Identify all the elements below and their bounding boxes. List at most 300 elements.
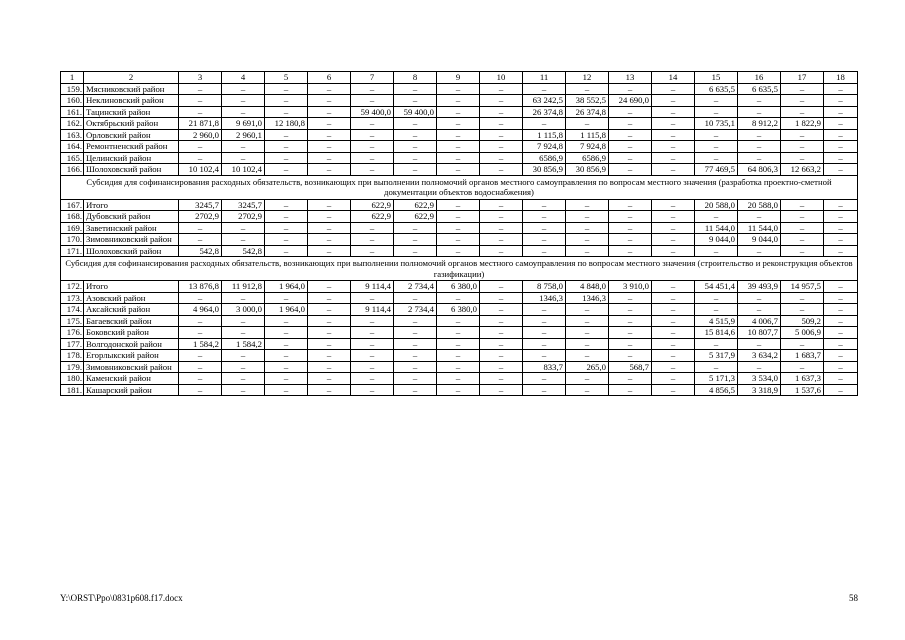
value-cell: – <box>609 315 652 327</box>
value-cell: 5 317,9 <box>695 350 738 362</box>
value-cell: 4 006,7 <box>738 315 781 327</box>
value-cell: 64 806,3 <box>738 164 781 176</box>
value-cell: – <box>609 141 652 153</box>
value-cell: – <box>480 373 523 385</box>
value-cell: – <box>523 83 566 95</box>
value-cell: – <box>695 361 738 373</box>
value-cell: – <box>781 199 824 211</box>
table-row <box>61 152 858 164</box>
value-cell: – <box>437 234 480 246</box>
value-cell: 4 515,9 <box>695 315 738 327</box>
value-cell: – <box>437 245 480 257</box>
value-cell: – <box>265 315 308 327</box>
value-cell: – <box>222 106 265 118</box>
value-cell: – <box>265 234 308 246</box>
district-name: Целинский район <box>84 152 179 164</box>
value-cell: – <box>523 327 566 339</box>
value-cell: – <box>523 315 566 327</box>
value-cell: 3 534,0 <box>738 373 781 385</box>
value-cell: 2702,9 <box>179 211 222 223</box>
value-cell: – <box>609 83 652 95</box>
value-cell: – <box>437 211 480 223</box>
column-number-header: 4 <box>222 72 265 84</box>
column-number-header: 12 <box>566 72 609 84</box>
value-cell: – <box>179 141 222 153</box>
value-cell: – <box>824 281 858 293</box>
district-name: Аксайский район <box>84 304 179 316</box>
district-name: Егорлыкский район <box>84 350 179 362</box>
value-cell: 13 876,8 <box>179 281 222 293</box>
value-cell: – <box>437 141 480 153</box>
row-number: 178. <box>61 350 84 362</box>
value-cell: 9 114,4 <box>351 281 394 293</box>
value-cell: – <box>351 129 394 141</box>
row-number: 177. <box>61 338 84 350</box>
value-cell: – <box>480 152 523 164</box>
value-cell: 1 115,8 <box>566 129 609 141</box>
value-cell: 10 807,7 <box>738 327 781 339</box>
value-cell: – <box>351 384 394 396</box>
value-cell: – <box>308 95 351 107</box>
value-cell: – <box>394 129 437 141</box>
column-number-header: 10 <box>480 72 523 84</box>
value-cell: – <box>480 350 523 362</box>
value-cell: 3 000,0 <box>222 304 265 316</box>
value-cell: – <box>824 327 858 339</box>
value-cell: 9 044,0 <box>738 234 781 246</box>
section-title: Субсидия для софинансирования расходных обязательств, возникающих при выполнении полномочий органов местного самоуправления по вопросам местного значения (строительство и реконструкция объектов газификации) <box>61 257 858 281</box>
value-cell: – <box>308 129 351 141</box>
value-cell: – <box>480 315 523 327</box>
value-cell: – <box>652 292 695 304</box>
value-cell: – <box>824 245 858 257</box>
value-cell: – <box>437 83 480 95</box>
value-cell: – <box>738 304 781 316</box>
value-cell: – <box>824 95 858 107</box>
row-number: 164. <box>61 141 84 153</box>
value-cell: 20 588,0 <box>695 199 738 211</box>
value-cell: – <box>351 83 394 95</box>
district-name: Багаевский район <box>84 315 179 327</box>
value-cell: – <box>480 281 523 293</box>
value-cell: – <box>351 327 394 339</box>
column-number-header: 18 <box>824 72 858 84</box>
value-cell: – <box>222 292 265 304</box>
value-cell: – <box>523 234 566 246</box>
value-cell: – <box>738 95 781 107</box>
value-cell: – <box>308 292 351 304</box>
value-cell: 1346,3 <box>523 292 566 304</box>
value-cell: – <box>781 83 824 95</box>
value-cell: – <box>566 222 609 234</box>
value-cell: – <box>222 384 265 396</box>
value-cell: 12 663,2 <box>781 164 824 176</box>
value-cell: – <box>480 361 523 373</box>
value-cell: 833,7 <box>523 361 566 373</box>
value-cell: 38 552,5 <box>566 95 609 107</box>
value-cell: – <box>824 384 858 396</box>
value-cell: – <box>351 152 394 164</box>
value-cell: – <box>695 106 738 118</box>
row-number: 171. <box>61 245 84 257</box>
value-cell: – <box>781 222 824 234</box>
value-cell: – <box>824 338 858 350</box>
table-row <box>61 281 858 293</box>
value-cell: – <box>652 304 695 316</box>
row-number: 167. <box>61 199 84 211</box>
table-row <box>61 304 858 316</box>
row-number: 173. <box>61 292 84 304</box>
row-number: 172. <box>61 281 84 293</box>
value-cell: – <box>652 338 695 350</box>
value-cell: – <box>308 106 351 118</box>
value-cell: – <box>308 141 351 153</box>
section-header-row <box>61 175 858 199</box>
value-cell: – <box>308 83 351 95</box>
value-cell: – <box>222 83 265 95</box>
value-cell: – <box>523 384 566 396</box>
value-cell: – <box>308 164 351 176</box>
table-row <box>61 315 858 327</box>
value-cell: 3245,7 <box>179 199 222 211</box>
value-cell: – <box>652 152 695 164</box>
value-cell: – <box>652 141 695 153</box>
value-cell: – <box>824 315 858 327</box>
value-cell: – <box>652 361 695 373</box>
value-cell: – <box>566 350 609 362</box>
value-cell: – <box>394 152 437 164</box>
value-cell: 12 180,8 <box>265 118 308 130</box>
value-cell: – <box>308 118 351 130</box>
row-number: 179. <box>61 361 84 373</box>
value-cell: – <box>480 164 523 176</box>
value-cell: – <box>781 152 824 164</box>
value-cell: – <box>265 245 308 257</box>
table-row <box>61 95 858 107</box>
value-cell: – <box>308 211 351 223</box>
value-cell: – <box>609 222 652 234</box>
district-name: Зимовниковский район <box>84 234 179 246</box>
value-cell: – <box>566 118 609 130</box>
value-cell: 11 912,8 <box>222 281 265 293</box>
value-cell: 77 469,5 <box>695 164 738 176</box>
value-cell: – <box>394 118 437 130</box>
value-cell: – <box>695 152 738 164</box>
value-cell: – <box>394 222 437 234</box>
section-title: Субсидия для софинансирования расходных обязательств, возникающих при выполнении полномочий органов местного самоуправления по вопросам местного значения (разработка проектно-сметной документации объектов водоснабжения) <box>61 175 858 199</box>
value-cell: – <box>437 199 480 211</box>
value-cell: 3 910,0 <box>609 281 652 293</box>
value-cell: – <box>394 350 437 362</box>
table-row <box>61 199 858 211</box>
table-row <box>61 234 858 246</box>
value-cell: – <box>824 118 858 130</box>
value-cell: – <box>781 245 824 257</box>
district-name: Итого <box>84 281 179 293</box>
value-cell: – <box>523 118 566 130</box>
value-cell: – <box>824 234 858 246</box>
table-row <box>61 222 858 234</box>
value-cell: – <box>566 384 609 396</box>
value-cell: – <box>609 304 652 316</box>
value-cell: – <box>609 338 652 350</box>
value-cell: 2 960,1 <box>222 129 265 141</box>
value-cell: – <box>609 152 652 164</box>
value-cell: – <box>265 106 308 118</box>
value-cell: 26 374,8 <box>523 106 566 118</box>
value-cell: – <box>437 338 480 350</box>
value-cell: – <box>437 315 480 327</box>
value-cell: – <box>738 361 781 373</box>
value-cell: – <box>437 292 480 304</box>
column-number-header: 11 <box>523 72 566 84</box>
value-cell: 11 544,0 <box>695 222 738 234</box>
value-cell: – <box>695 245 738 257</box>
value-cell: – <box>394 141 437 153</box>
value-cell: – <box>480 199 523 211</box>
value-cell: – <box>179 350 222 362</box>
value-cell: 6586,9 <box>523 152 566 164</box>
value-cell: – <box>695 95 738 107</box>
row-number: 175. <box>61 315 84 327</box>
value-cell: 6 635,5 <box>695 83 738 95</box>
value-cell: – <box>652 350 695 362</box>
district-name: Орловский район <box>84 129 179 141</box>
value-cell: – <box>609 327 652 339</box>
value-cell: – <box>609 164 652 176</box>
value-cell: – <box>437 164 480 176</box>
value-cell: – <box>738 211 781 223</box>
value-cell: – <box>222 234 265 246</box>
value-cell: – <box>824 164 858 176</box>
value-cell: 1 584,2 <box>222 338 265 350</box>
value-cell: – <box>265 152 308 164</box>
value-cell: – <box>652 164 695 176</box>
table-row <box>61 118 858 130</box>
value-cell: 622,9 <box>394 199 437 211</box>
table-row <box>61 211 858 223</box>
value-cell: – <box>609 245 652 257</box>
value-cell: – <box>222 141 265 153</box>
value-cell: 1 964,0 <box>265 304 308 316</box>
value-cell: 1 115,8 <box>523 129 566 141</box>
value-cell: – <box>351 373 394 385</box>
value-cell: 2 734,4 <box>394 281 437 293</box>
district-name: Итого <box>84 199 179 211</box>
value-cell: – <box>437 350 480 362</box>
value-cell: – <box>652 95 695 107</box>
value-cell: 54 451,4 <box>695 281 738 293</box>
value-cell: – <box>566 83 609 95</box>
value-cell: – <box>781 292 824 304</box>
value-cell: – <box>781 95 824 107</box>
value-cell: – <box>609 129 652 141</box>
value-cell: – <box>308 304 351 316</box>
value-cell: – <box>652 327 695 339</box>
value-cell: – <box>781 211 824 223</box>
district-name: Мясниковский район <box>84 83 179 95</box>
value-cell: – <box>437 373 480 385</box>
value-cell: 21 871,8 <box>179 118 222 130</box>
value-cell: – <box>523 304 566 316</box>
value-cell: – <box>480 141 523 153</box>
row-number: 165. <box>61 152 84 164</box>
value-cell: – <box>652 234 695 246</box>
value-cell: – <box>824 222 858 234</box>
value-cell: 10 102,4 <box>222 164 265 176</box>
table-row <box>61 373 858 385</box>
value-cell: – <box>566 304 609 316</box>
value-cell: – <box>308 338 351 350</box>
value-cell: – <box>652 118 695 130</box>
district-name: Октябрьский район <box>84 118 179 130</box>
value-cell: 6 635,5 <box>738 83 781 95</box>
value-cell: – <box>824 211 858 223</box>
value-cell: – <box>781 129 824 141</box>
value-cell: – <box>351 118 394 130</box>
value-cell: – <box>609 106 652 118</box>
row-number: 163. <box>61 129 84 141</box>
column-number-header: 13 <box>609 72 652 84</box>
value-cell: – <box>265 350 308 362</box>
column-number-header: 6 <box>308 72 351 84</box>
value-cell: – <box>351 164 394 176</box>
value-cell: – <box>781 338 824 350</box>
value-cell: 5 171,3 <box>695 373 738 385</box>
table-row <box>61 83 858 95</box>
value-cell: – <box>308 152 351 164</box>
district-name: Волгодонской район <box>84 338 179 350</box>
column-number-header: 7 <box>351 72 394 84</box>
value-cell: – <box>738 338 781 350</box>
district-name: Шолоховский район <box>84 245 179 257</box>
value-cell: – <box>179 152 222 164</box>
value-cell: 3 634,2 <box>738 350 781 362</box>
value-cell: 6 380,0 <box>437 304 480 316</box>
value-cell: – <box>824 373 858 385</box>
table-row <box>61 129 858 141</box>
value-cell: 15 814,6 <box>695 327 738 339</box>
row-number: 174. <box>61 304 84 316</box>
value-cell: – <box>179 106 222 118</box>
column-number-header: 5 <box>265 72 308 84</box>
value-cell: – <box>738 129 781 141</box>
value-cell: – <box>738 152 781 164</box>
value-cell: – <box>480 118 523 130</box>
column-number-header: 16 <box>738 72 781 84</box>
value-cell: – <box>566 373 609 385</box>
value-cell: – <box>824 292 858 304</box>
value-cell: – <box>308 350 351 362</box>
value-cell: – <box>308 373 351 385</box>
value-cell: – <box>351 234 394 246</box>
value-cell: – <box>609 350 652 362</box>
value-cell: – <box>437 327 480 339</box>
value-cell: – <box>652 245 695 257</box>
district-name: Дубовский район <box>84 211 179 223</box>
section-header-row <box>61 257 858 281</box>
value-cell: – <box>695 129 738 141</box>
value-cell: – <box>652 384 695 396</box>
district-name: Каменский район <box>84 373 179 385</box>
value-cell: – <box>824 350 858 362</box>
value-cell: – <box>480 222 523 234</box>
table-row <box>61 292 858 304</box>
value-cell: – <box>179 95 222 107</box>
value-cell: – <box>480 234 523 246</box>
value-cell: 2702,9 <box>222 211 265 223</box>
value-cell: – <box>222 315 265 327</box>
value-cell: – <box>523 199 566 211</box>
value-cell: 542,8 <box>222 245 265 257</box>
value-cell: – <box>351 245 394 257</box>
value-cell: – <box>480 304 523 316</box>
value-cell: – <box>394 83 437 95</box>
value-cell: 11 544,0 <box>738 222 781 234</box>
row-number: 161. <box>61 106 84 118</box>
value-cell: – <box>824 199 858 211</box>
table-row <box>61 106 858 118</box>
value-cell: 4 848,0 <box>566 281 609 293</box>
value-cell: – <box>265 373 308 385</box>
value-cell: 24 690,0 <box>609 95 652 107</box>
value-cell: 4 964,0 <box>179 304 222 316</box>
value-cell: 622,9 <box>351 199 394 211</box>
value-cell: – <box>351 338 394 350</box>
value-cell: 10 102,4 <box>179 164 222 176</box>
value-cell: – <box>480 327 523 339</box>
value-cell: – <box>394 384 437 396</box>
value-cell: – <box>394 95 437 107</box>
value-cell: – <box>824 141 858 153</box>
value-cell: 5 006,9 <box>781 327 824 339</box>
value-cell: – <box>265 361 308 373</box>
row-number: 162. <box>61 118 84 130</box>
value-cell: 622,9 <box>394 211 437 223</box>
value-cell: – <box>566 245 609 257</box>
value-cell: – <box>308 281 351 293</box>
value-cell: – <box>480 106 523 118</box>
value-cell: – <box>351 141 394 153</box>
value-cell: – <box>781 234 824 246</box>
value-cell: – <box>480 83 523 95</box>
value-cell: – <box>308 327 351 339</box>
value-cell: – <box>179 83 222 95</box>
column-number-header: 15 <box>695 72 738 84</box>
value-cell: – <box>308 245 351 257</box>
value-cell: – <box>695 211 738 223</box>
value-cell: – <box>695 304 738 316</box>
footer-page-number: 58 <box>849 593 858 603</box>
district-name: Неклиновский район <box>84 95 179 107</box>
value-cell: – <box>523 245 566 257</box>
value-cell: – <box>179 222 222 234</box>
table-row <box>61 384 858 396</box>
value-cell: – <box>222 152 265 164</box>
value-cell: 59 400,0 <box>394 106 437 118</box>
value-cell: – <box>437 129 480 141</box>
value-cell: – <box>437 152 480 164</box>
table-row <box>61 350 858 362</box>
value-cell: 568,7 <box>609 361 652 373</box>
value-cell: – <box>437 95 480 107</box>
value-cell: – <box>652 211 695 223</box>
column-number-header: 17 <box>781 72 824 84</box>
value-cell: – <box>480 384 523 396</box>
value-cell: – <box>824 83 858 95</box>
value-cell: 1 822,9 <box>781 118 824 130</box>
value-cell: – <box>609 373 652 385</box>
